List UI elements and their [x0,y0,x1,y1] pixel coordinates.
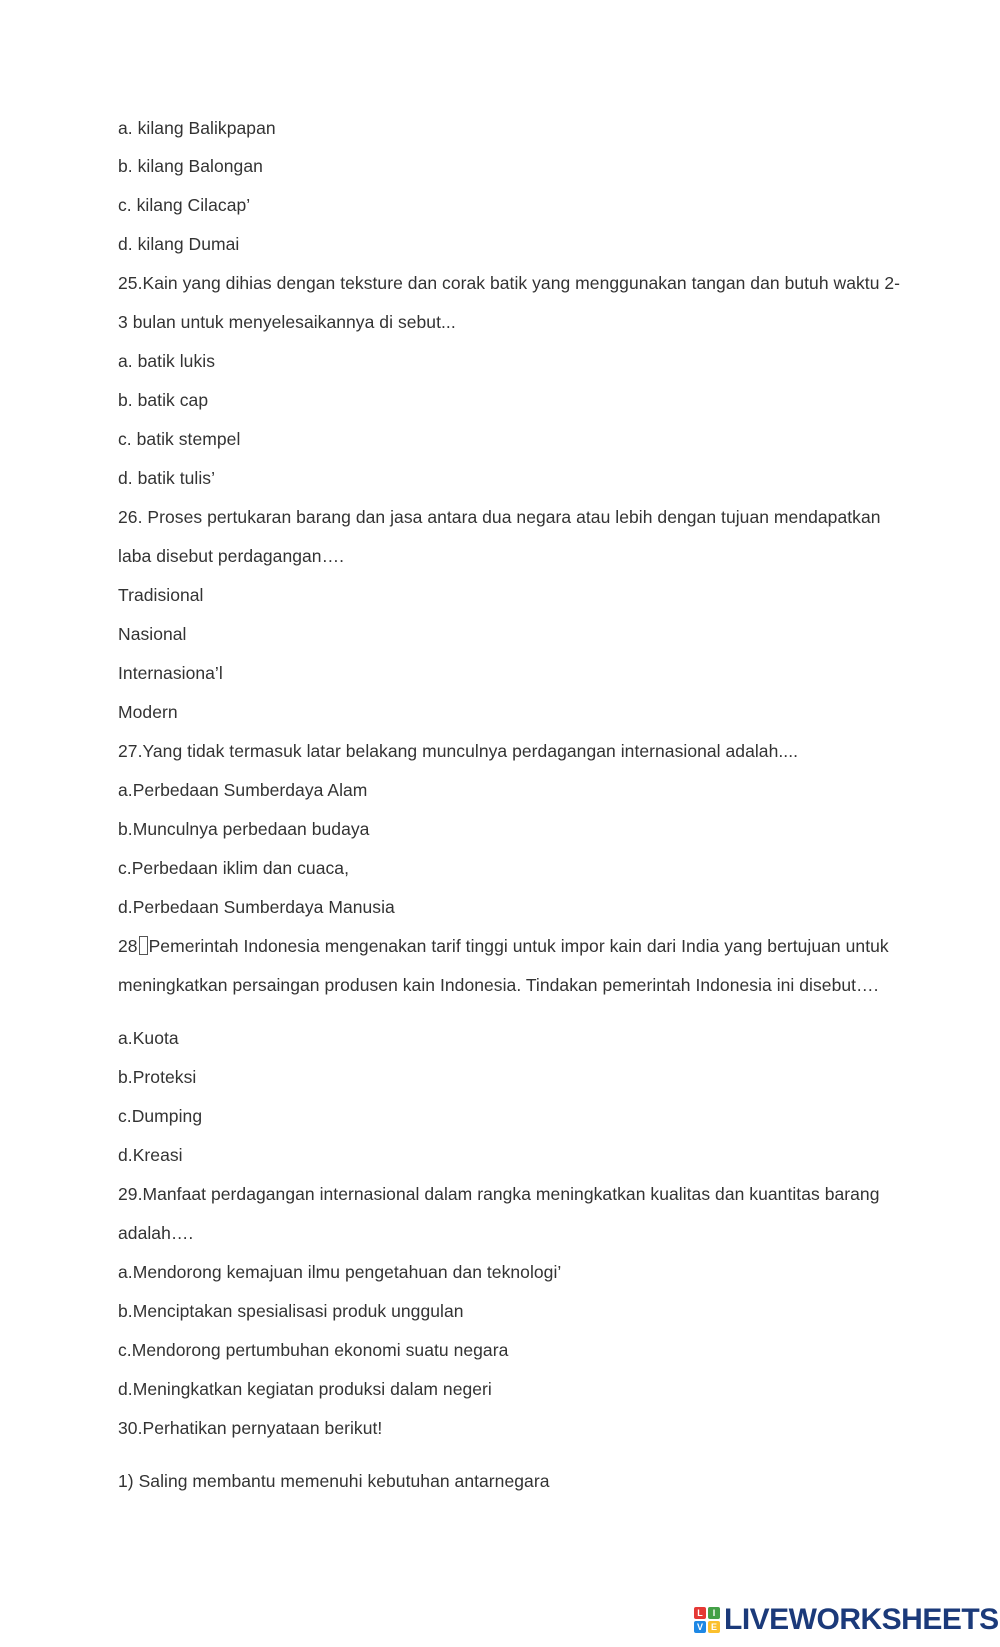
q25-option-a: a. batik lukis [118,351,215,371]
missing-glyph-box [139,936,148,955]
q26-option-nasional: Nasional [118,624,187,644]
q26-option-modern: Modern [118,702,178,722]
q27-option-a: a.Perbedaan Sumberdaya Alam [118,780,368,800]
q26-option-tradisional: Tradisional [118,585,204,605]
question-27: 27.Yang tidak termasuk latar belakang munculnya perdagangan internasional adalah.... [118,741,799,761]
option-c-cilacap: c. kilang Cilacap’ [118,195,251,215]
logo-letter-v: V [694,1621,706,1633]
question-28-line-2: meningkatkan persaingan produsen kain Indonesia. Tindakan pemerintah Indonesia ini disebut…. [118,975,879,995]
question-29-line-1: 29.Manfaat perdagangan internasional dalam rangka meningkatkan kualitas dan kuantitas barang [118,1184,880,1204]
q25-option-d: d. batik tulis’ [118,468,216,488]
brand-name: LIVEWORKSHEETS [724,1603,999,1636]
option-a-balikpapan: a. kilang Balikpapan [118,118,276,138]
q29-option-b: b.Menciptakan spesialisasi produk unggulan [118,1301,464,1321]
q27-option-c: c.Perbedaan iklim dan cuaca, [118,858,349,878]
question-26-line-1: 26. Proses pertukaran barang dan jasa antara dua negara atau lebih dengan tujuan mendapatkan [118,507,881,527]
option-d-dumai: d. kilang Dumai [118,234,240,254]
question-25-line-1: 25.Kain yang dihias dengan teksture dan corak batik yang menggunakan tangan dan butuh waktu 2- [118,273,901,293]
logo-icon [694,1607,720,1633]
question-25-line-2: 3 bulan untuk menyelesaikannya di sebut... [118,312,456,332]
question-28-line-1 [118,935,889,957]
q29-option-a: a.Mendorong kemajuan ilmu pengetahuan dan teknologi’ [118,1262,562,1282]
option-b-balongan: b. kilang Balongan [118,156,263,176]
q26-option-internasional: Internasiona’l [118,663,223,683]
q28-option-c: c.Dumping [118,1106,203,1126]
question-29-line-2: adalah…. [118,1223,194,1243]
q25-option-b: b. batik cap [118,390,209,410]
q29-option-d: d.Meningkatkan kegiatan produksi dalam negeri [118,1379,492,1399]
q28-option-d: d.Kreasi [118,1145,183,1165]
question-28-number: 28 [118,936,138,956]
q28-option-a: a.Kuota [118,1028,179,1048]
liveworksheets-logo [694,1604,999,1636]
question-26-line-2: laba disebut perdagangan…. [118,546,345,566]
q25-option-c: c. batik stempel [118,429,241,449]
logo-letter-e: E [708,1621,720,1633]
q27-option-b: b.Munculnya perbedaan budaya [118,819,370,839]
q28-option-b: b.Proteksi [118,1067,197,1087]
question-30: 30.Perhatikan pernyataan berikut! [118,1418,383,1438]
q29-option-c: c.Mendorong pertumbuhan ekonomi suatu negara [118,1340,509,1360]
q30-statement-1: 1) Saling membantu memenuhi kebutuhan antarnegara [118,1471,550,1491]
logo-letter-i: I [708,1607,720,1619]
question-28-text: Pemerintah Indonesia mengenakan tarif tinggi untuk impor kain dari India yang bertujuan untuk [148,936,889,956]
q27-option-d: d.Perbedaan Sumberdaya Manusia [118,897,395,917]
logo-letter-l: L [694,1607,706,1619]
